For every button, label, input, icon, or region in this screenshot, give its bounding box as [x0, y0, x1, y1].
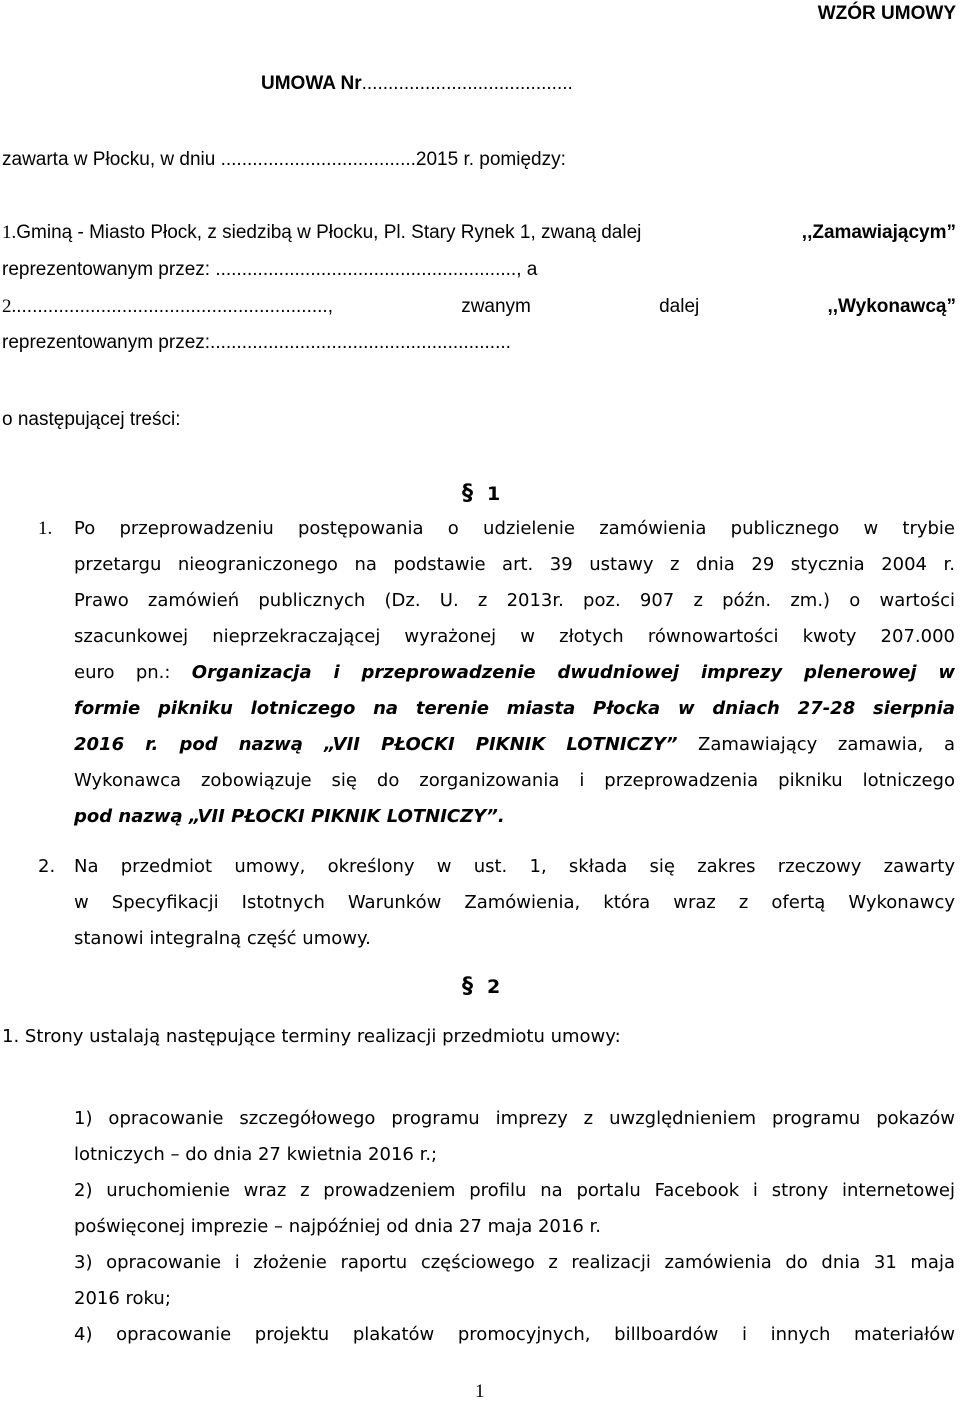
- section-1-item-2: [74, 856, 955, 964]
- contract-subject-title-part-2: formie pikniku lotniczego na terenie miasta Płocka w dniach 27-28 sierpnia: [74, 698, 955, 719]
- contract-subject-title-part-1: Organizacja i przeprowadzenie dwudniowej imprezy plenerowej w: [191, 662, 955, 683]
- section-1-item-1-line-1: Po przeprowadzeniu postępowania o udzielenie zamówienia publicznego w trybie: [74, 518, 955, 539]
- section-1-item-1-line-8: Wykonawca zobowiązuje się do zorganizowania i przeprowadzenia pikniku lotniczego: [74, 770, 955, 791]
- party-2-line: [2, 296, 956, 318]
- section-2-heading: [462, 974, 500, 999]
- deadline-4-line-1: 4) opracowanie projektu plakatów promocyjnych, billboardów i innych materiałów: [74, 1324, 955, 1345]
- section-1-item-1-line-7: [74, 734, 955, 770]
- party-2-further: dalej: [659, 296, 700, 317]
- paragraph-symbol: §: [462, 974, 473, 999]
- deadline-2-line-1: 2) uruchomienie wraz z prowadzeniem profilu na portalu Facebook i strony internetowej: [74, 1180, 955, 1201]
- party-2-called: zwanym: [461, 296, 531, 317]
- deadline-1-line-2: lotniczych – do dnia 27 kwietnia 2016 r.;: [74, 1144, 438, 1165]
- party-2-name-placeholder: ...........................................................,: [16, 296, 333, 317]
- contract-title: [261, 73, 573, 95]
- section-1-item-1-line-2: przetargu nieograniczonego na podstawie art. 39 ustawy z dnia 29 stycznia 2004 r.: [74, 554, 955, 575]
- party-1-number: 1.: [2, 222, 17, 243]
- contract-title-text: UMOWA Nr: [261, 73, 362, 94]
- section-1-item-1-line-4: szacunkowej nieprzekraczającej wyrażonej w złotych równowartości kwoty 207.000: [74, 626, 955, 647]
- party-2-representative: reprezentowanym przez:.........................................................: [2, 332, 511, 353]
- contract-number-placeholder: ........................................: [361, 73, 573, 94]
- deadline-1-line-1: 1) opracowanie szczegółowego programu imprezy z uwzględnieniem programu pokazów: [74, 1108, 955, 1129]
- section-2-number: 2: [487, 976, 501, 998]
- section-1-item-2-line-3: stanowi integralną część umowy.: [74, 928, 371, 949]
- deadline-3-line-2: 2016 roku;: [74, 1288, 171, 1309]
- section-1-heading: [462, 481, 500, 506]
- section-1-item-1-line-3: Prawo zamówień publicznych (Dz. U. z 2013r. poz. 907 z późn. zm.) o wartości: [74, 590, 955, 611]
- event-name-bold-2: pod nazwą „VII PŁOCKI PIKNIK LOTNICZY”.: [74, 806, 505, 827]
- document-type-label: WZÓR UMOWY: [817, 3, 956, 24]
- section-2-item-1: 1. Strony ustalają następujące terminy realizacji przedmiotu umowy:: [2, 1026, 621, 1047]
- section-1-item-1-line-5: [74, 662, 955, 698]
- party-2-role: ,,Wykonawcą”: [827, 296, 956, 317]
- section-1-item-2-number: 2.: [38, 856, 56, 877]
- party-1-representative: reprezentowanym przez: ........................................................., a: [2, 259, 538, 280]
- party-1-name: Gminą - Miasto Płock, z siedzibą w Płocku, Pl. Stary Rynek 1, zwaną dalej: [16, 222, 642, 243]
- section-2-deadlines-list: [74, 1108, 955, 1360]
- party-1-line: [2, 222, 956, 244]
- following-content-intro: o następującej treści:: [2, 409, 181, 430]
- party-2-number: 2.: [2, 296, 17, 317]
- section-1-item-1-line-5-plain: euro pn.:: [74, 662, 192, 683]
- deadline-2-line-2: poświęconej imprezie – najpóźniej od dnia 27 maja 2016 r.: [74, 1216, 601, 1237]
- section-1-item-1-number: 1.: [38, 518, 53, 539]
- contract-place-date: zawarta w Płocku, w dniu .....................................2015 r. pomiędzy:: [2, 149, 566, 170]
- deadline-3-line-1: 3) opracowanie i złożenie raportu częściowego z realizacji zamówienia do dnia 31 maja: [74, 1252, 955, 1273]
- section-1-item-1: [74, 518, 955, 842]
- event-name-bold: 2016 r. pod nazwą „VII PŁOCKI PIKNIK LOTNICZY”: [74, 734, 678, 755]
- party-1-role: ,,Zamawiającym”: [801, 222, 956, 243]
- paragraph-symbol: §: [462, 481, 473, 506]
- section-1-number: 1: [487, 483, 501, 505]
- section-1-item-1-line-7-plain: Zamawiający zamawia, a: [677, 734, 955, 755]
- section-1-item-2-line-2: w Specyfikacji Istotnych Warunków Zamówienia, która wraz z ofertą Wykonawcy: [74, 892, 955, 913]
- page-number: 1: [475, 1381, 485, 1402]
- section-1-item-2-line-1: Na przedmiot umowy, określony w ust. 1, składa się zakres rzeczowy zawarty: [74, 856, 955, 877]
